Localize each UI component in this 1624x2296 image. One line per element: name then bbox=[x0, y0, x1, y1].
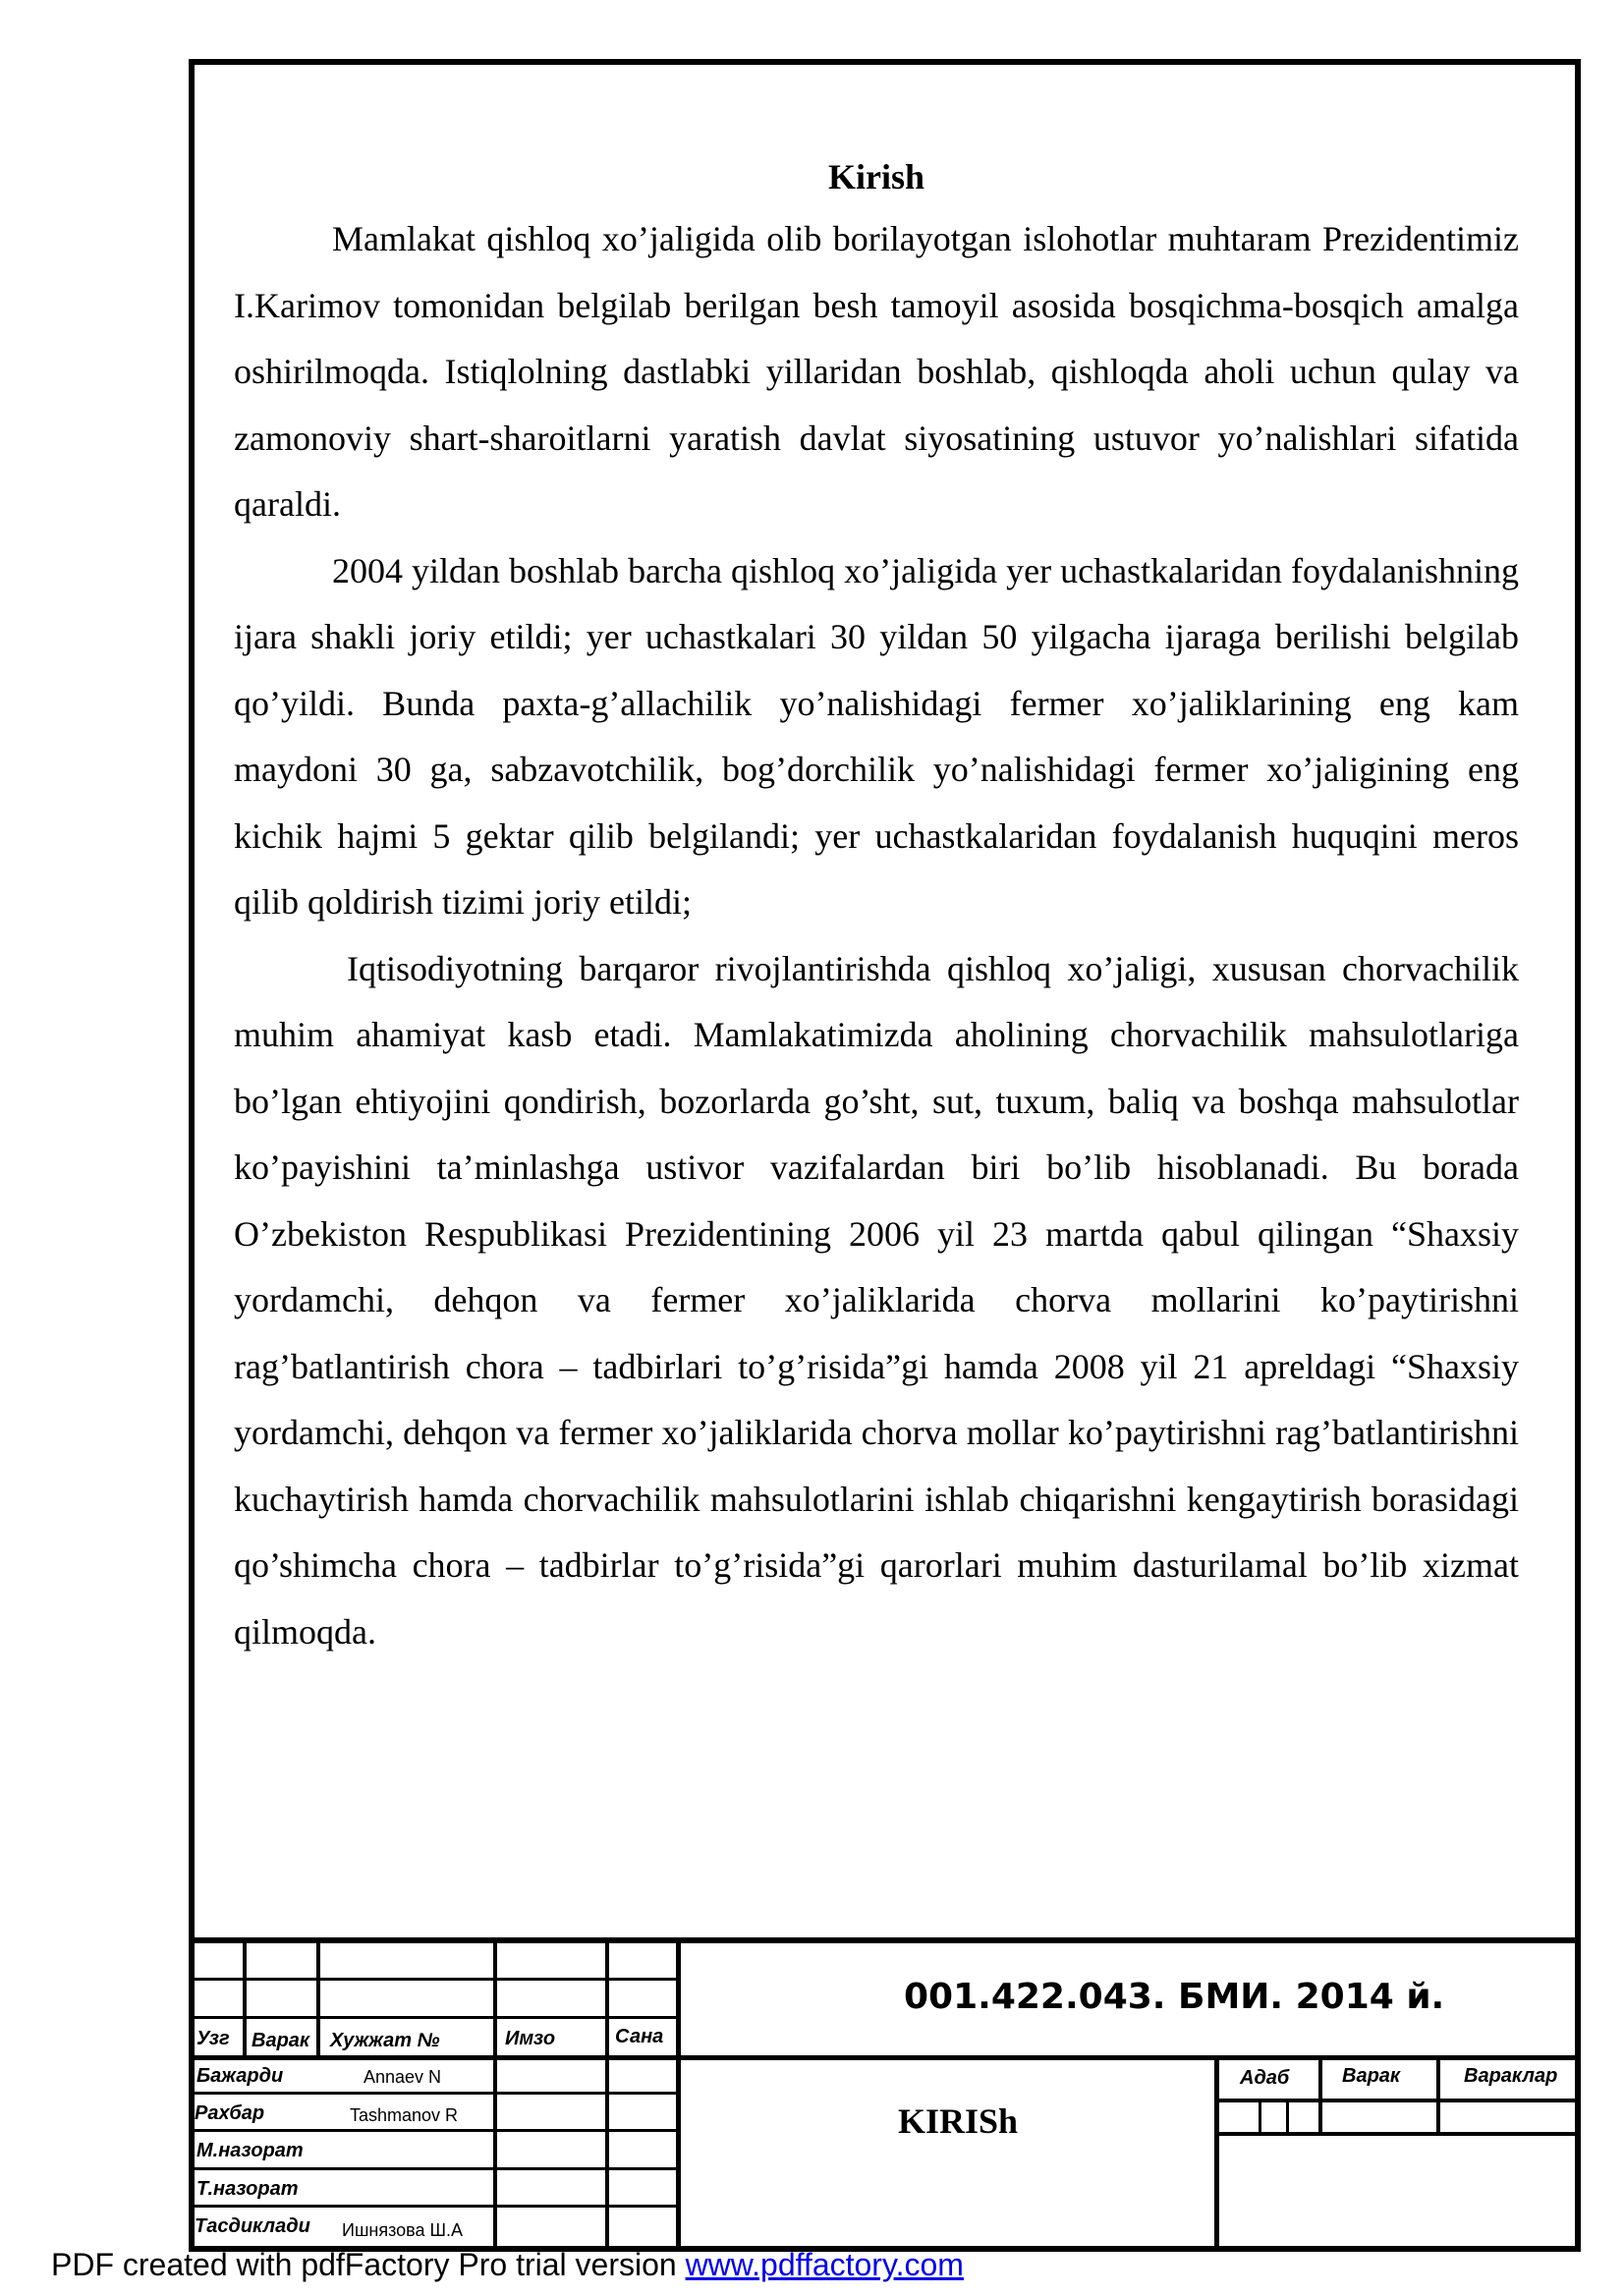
header-right-varak: Варак bbox=[1342, 2065, 1401, 2087]
paragraph-2: 2004 yildan boshlab barcha qishloq xo’jaligida yer uchastkalaridan foydalanishning ijara shakli joriy etildi; yer uchastkalari 30 yildan 50 yilgacha ijaraga berilishi belgilab qo’yildi. Bunda paxta-g’allachilik yo’nalishidagi fermer xo’jaliklarining eng kam maydoni 30 ga, sabzavotchilik, bog’dorchilik yo’nalishidagi fermer xo’jaligining eng kichik hajmi 5 gektar qilib belgilandi; yer uchastkalaridan foydalanish huquqini meros qilib qoldirish tizimi joriy etildi; bbox=[234, 550, 1519, 922]
header-adab: Адаб bbox=[1240, 2067, 1290, 2089]
role-rahbar: Рахбар bbox=[195, 2102, 265, 2124]
header-varak: Варак bbox=[252, 2030, 310, 2051]
role-bajardi: Бажарди bbox=[196, 2065, 284, 2087]
role-m-nazorat: М.назорат bbox=[196, 2140, 304, 2161]
pdf-footer bbox=[51, 2247, 964, 2283]
document-heading: Kirish bbox=[827, 157, 924, 196]
role-t-nazorat: Т.назорат bbox=[196, 2178, 299, 2200]
document-body bbox=[234, 147, 1519, 1665]
paragraph-1: Mamlakat qishloq xo’jaligida olib borilayotgan islohotlar muhtaram Prezidentimiz I.Karimov tomonidan belgilab berilgan besh tamoyil asosida bosqichma-bosqich amalga oshirilmoqda. Istiqlolning dastlabki yillaridan boshlab, qishloqda aholi uchun qulay va zamonoviy shart-sharoitlarni yaratish davlat siyosatining ustuvor yo’nalishlari sifatida qaraldi. bbox=[234, 219, 1519, 524]
stamp-title: KIRISh bbox=[898, 2101, 1019, 2141]
name-bajardi: Annaev N bbox=[364, 2067, 442, 2087]
header-imzo: Имзо bbox=[505, 2028, 556, 2049]
paragraph-3: Iqtisodiyotning barqaror rivojlantirishda qishloq xo’jaligi, xususan chorvachilik muhim ahamiyat kasb etadi. Mamlakatimizda aholining chorvachilik mahsulotlariga bo’lgan ehtiyojini qondirish, bozorlarda go’sht, sut, tuxum, baliq va boshqa mahsulotlar ko’payishini ta’minlashga ustivor vazifalardan biri bo’lib hisoblanadi. Bu borada O’zbekiston Respublikasi Prezidentining 2006 yil 23 martda qabul qilingan “Shaxsiy yordamchi, dehqon va fermer xo’jaliklarida chorva mollarini ko’paytirishni rag’batlantirish chora – tadbirlari to’g’risida”gi hamda 2008 yil 21 apreldagi “Shaxsiy yordamchi, dehqon va fermer xo’jaliklarida chorva mollar ko’paytirishni rag’batlantirishni kuchaytirish hamda chorvachilik mahsulotlarini ishlab chiqarishni kengaytirish borasidagi qo’shimcha chora – tadbirlar to’g’risida”gi qarorlari muhim dasturilamal bo’lib xizmat qilmoqda. bbox=[234, 948, 1519, 1652]
role-tasdikladi: Тасдикладu bbox=[195, 2215, 310, 2237]
header-sana: Сана bbox=[615, 2026, 664, 2047]
footer-link[interactable]: www.pdffactory.com bbox=[685, 2247, 964, 2282]
header-hujjat: Хужжат № bbox=[330, 2030, 440, 2051]
title-block bbox=[189, 1937, 1581, 2252]
header-uzg: Узг bbox=[196, 2028, 230, 2049]
footer-text: PDF created with pdfFactory Pro trial version bbox=[51, 2247, 686, 2282]
name-rahbar: Tashmanov R bbox=[350, 2105, 459, 2125]
header-varaklar: Вараклар bbox=[1464, 2065, 1558, 2087]
name-tasdikladi: Ишнязова Ш.А bbox=[342, 2220, 464, 2240]
document-code: 001.422.043. БМИ. 2014 й. bbox=[904, 1977, 1445, 2017]
